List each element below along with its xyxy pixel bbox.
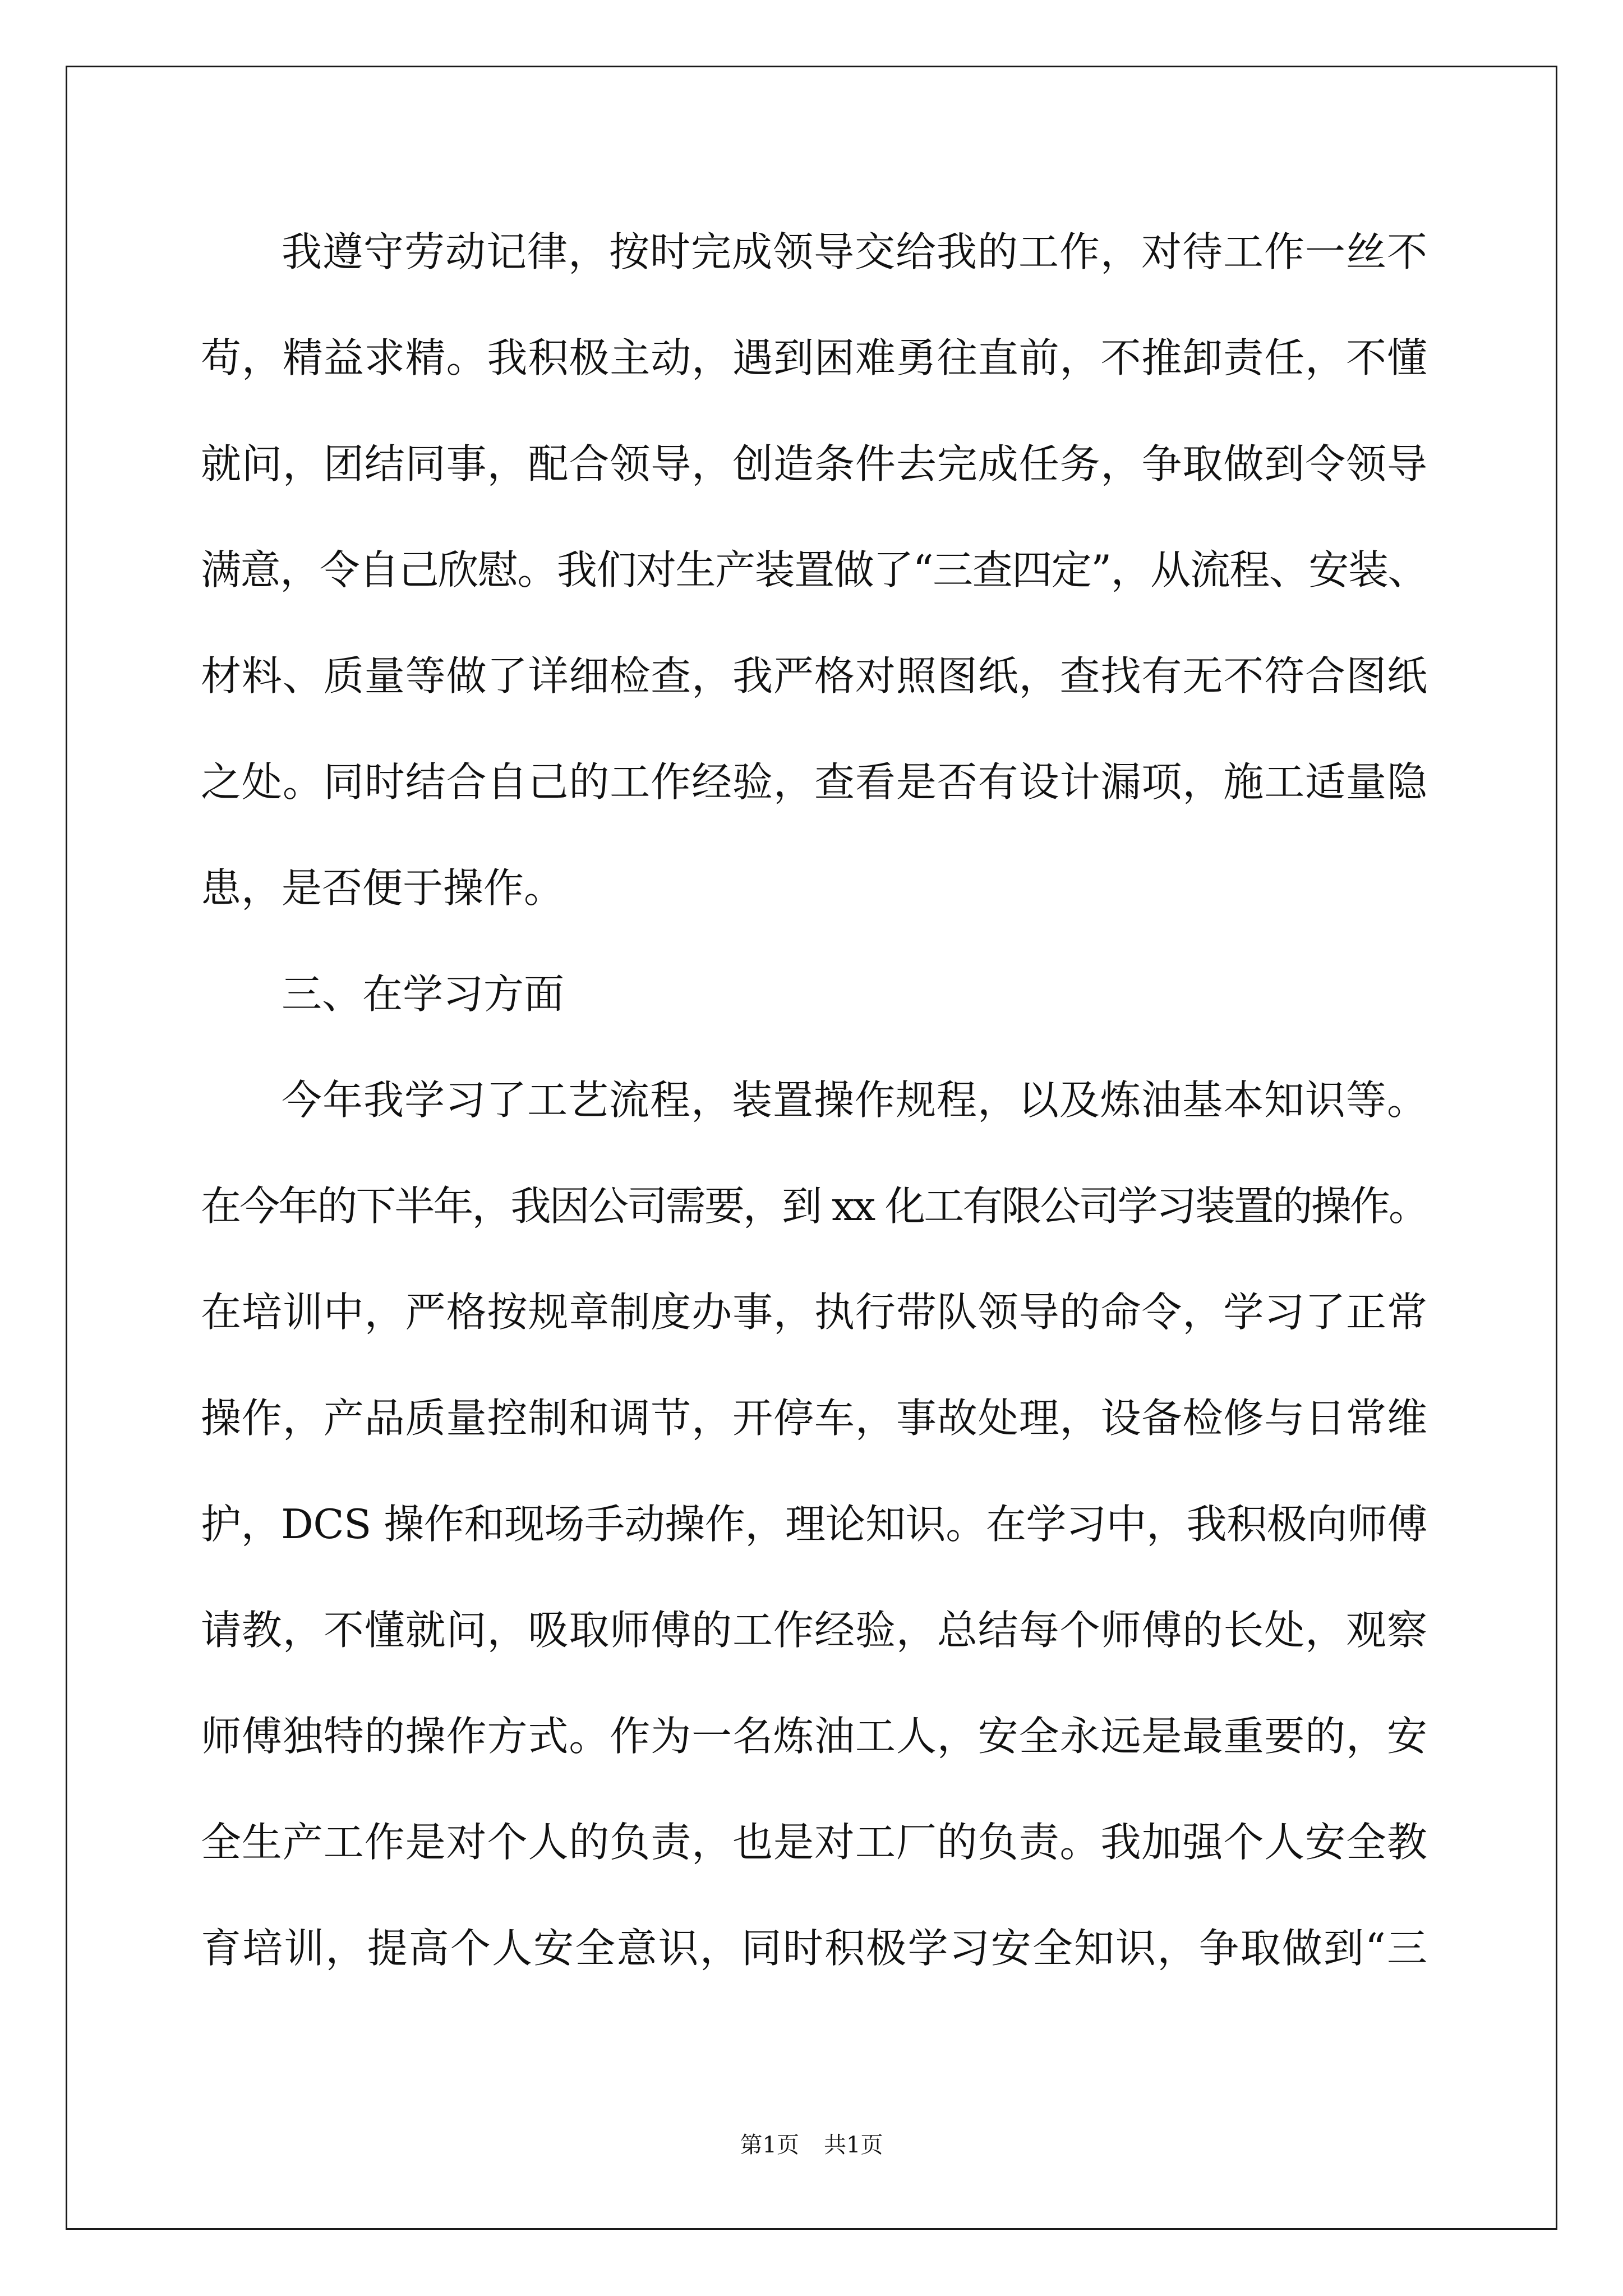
body-line: 操作，产品质量控制和调节，开停车，事故处理，设备检修与日常维 <box>201 1395 1427 1442</box>
body-line: 苟，精益求精。我积极主动，遇到困难勇往直前，不推卸责任，不懂 <box>201 334 1427 381</box>
body-line: 师傅独特的操作方式。作为一名炼油工人，安全永远是最重要的，安 <box>201 1713 1427 1760</box>
document-body <box>201 199 1427 2001</box>
body-line: 护，DCS 操作和现场手动操作，理论知识。在学习中，我积极向师傅 <box>201 1501 1427 1548</box>
body-line: 之处。同时结合自己的工作经验，查看是否有设计漏项，施工适量隐 <box>201 758 1427 806</box>
body-line: 在培训中，严格按规章制度办事，执行带队领导的命令，学习了正常 <box>201 1289 1427 1336</box>
body-line: 我遵守劳动记律，按时完成领导交给我的工作，对待工作一丝不 <box>282 228 1427 275</box>
body-line: 全生产工作是对个人的负责，也是对工厂的负责。我加强个人安全教 <box>201 1819 1427 1866</box>
section-heading: 三、在学习方面 <box>282 970 565 1018</box>
body-line: 患，是否便于操作。 <box>201 864 565 912</box>
total-pages-label: 共1页 <box>824 2132 883 2158</box>
body-line: 在今年的下半年，我因公司需要，到 xx 化工有限公司学习装置的操作。 <box>201 1182 1427 1230</box>
body-line: 材料、质量等做了详细检查，我严格对照图纸，查找有无不符合图纸 <box>201 652 1427 700</box>
current-page-label: 第1页 <box>740 2132 799 2158</box>
body-line: 就问，团结同事，配合领导，创造条件去完成任务，争取做到令领导 <box>201 440 1427 487</box>
page-footer <box>0 2128 1623 2162</box>
body-line: 育培训，提高个人安全意识，同时积极学习安全知识，争取做到“三 <box>201 1925 1427 1972</box>
body-line: 满意，令自己欣慰。我们对生产装置做了“三查四定”，从流程、安装、 <box>201 546 1427 593</box>
body-line: 请教，不懂就问，吸取师傅的工作经验，总结每个师傅的长处，观察 <box>201 1607 1427 1654</box>
body-line: 今年我学习了工艺流程，装置操作规程，以及炼油基本知识等。 <box>282 1076 1427 1124</box>
